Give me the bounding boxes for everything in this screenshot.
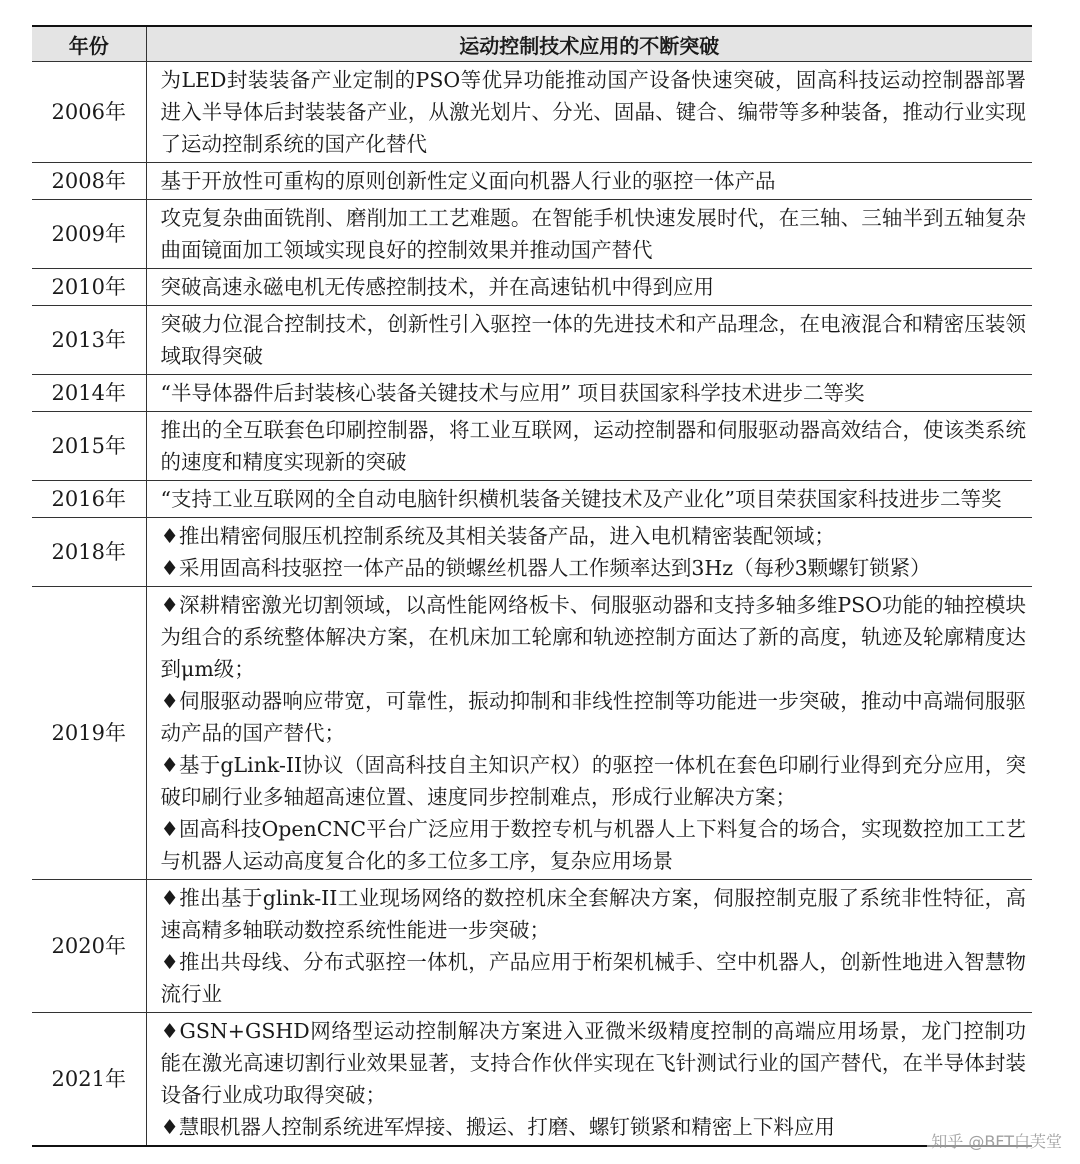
bullet-item: ♦推出共母线、分布式驱控一体机，产品应用于桁架机械手、空中机器人，创新性地进入智慧物流行业 [160, 950, 1026, 1006]
bullet-item: ♦伺服驱动器响应带宽，可靠性，振动抑制和非线性控制等功能进一步突破，推动中高端伺服驱动产品的国产替代； [160, 689, 1026, 745]
table-row [32, 587, 1032, 880]
year-cell: 2015年 [32, 412, 146, 481]
bullet-item: ♦采用固高科技驱控一体产品的锁螺丝机器人工作频率达到3Hz（每秒3颗螺钉锁紧） [160, 556, 931, 580]
table-row [32, 1013, 1032, 1147]
table-row [32, 269, 1032, 306]
description-text: 推出的全互联套色印刷控制器，将工业互联网，运动控制器和伺服驱动器高效结合，使该类系统的速度和精度实现新的突破 [160, 418, 1026, 474]
description-cell [146, 412, 1032, 481]
milestone-table-container [32, 25, 1032, 1147]
table-row [32, 880, 1032, 1013]
table-row [32, 412, 1032, 481]
bullet-item: ♦深耕精密激光切割领域，以高性能网络板卡、伺服驱动器和支持多轴多维PSO功能的轴控模块为组合的系统整体解决方案，在机床加工轮廓和轨迹控制方面达了新的高度，轨迹及轮廓精度达到μm级； [160, 593, 1026, 681]
description-text: 攻克复杂曲面铣削、磨削加工工艺难题。在智能手机快速发展时代，在三轴、三轴半到五轴复杂曲面镜面加工领域实现良好的控制效果并推动国产替代 [160, 206, 1026, 262]
bullet-item: ♦推出精密伺服压机控制系统及其相关装备产品，进入电机精密装配领域； [160, 524, 835, 548]
bullet-item: ♦慧眼机器人控制系统进军焊接、搬运、打磨、螺钉锁紧和精密上下料应用 [160, 1115, 835, 1139]
year-cell: 2020年 [32, 880, 146, 1013]
breakthrough-column-header: 运动控制技术应用的不断突破 [146, 26, 1032, 62]
table-header-row [32, 26, 1032, 62]
year-cell: 2008年 [32, 163, 146, 200]
year-cell: 2006年 [32, 62, 146, 163]
table-row [32, 200, 1032, 269]
description-cell [146, 200, 1032, 269]
description-text: “支持工业互联网的全自动电脑针织横机装备关键技术及产业化”项目荣获国家科技进步二等奖 [160, 487, 1002, 511]
table-row [32, 163, 1032, 200]
description-cell [146, 269, 1032, 306]
description-cell [146, 375, 1032, 412]
table-row [32, 481, 1032, 518]
description-text: 突破力位混合控制技术，创新性引入驱控一体的先进技术和产品理念，在电液混合和精密压装领域取得突破 [160, 312, 1026, 368]
year-cell: 2014年 [32, 375, 146, 412]
description-text: 突破高速永磁电机无传感控制技术，并在高速钻机中得到应用 [160, 275, 714, 299]
year-cell: 2016年 [32, 481, 146, 518]
description-cell [146, 880, 1032, 1013]
year-cell: 2010年 [32, 269, 146, 306]
description-cell [146, 62, 1032, 163]
bullet-item: ♦推出基于glink-II工业现场网络的数控机床全套解决方案，伺服控制克服了系统非性特征，高速高精多轴联动数控系统性能进一步突破； [160, 886, 1026, 942]
year-cell: 2021年 [32, 1013, 146, 1147]
table-row [32, 375, 1032, 412]
description-cell [146, 587, 1032, 880]
description-text: 基于开放性可重构的原则创新性定义面向机器人行业的驱控一体产品 [160, 169, 776, 193]
table-row [32, 518, 1032, 587]
table-row [32, 62, 1032, 163]
bullet-item: ♦GSN+GSHD网络型运动控制解决方案进入亚微米级精度控制的高端应用场景，龙门控制功能在激光高速切割行业效果显著，支持合作伙伴实现在飞针测试行业的国产替代，在半导体封装设备行业成功取得突破； [160, 1019, 1026, 1107]
table-row [32, 306, 1032, 375]
year-column-header: 年份 [32, 26, 146, 62]
bullet-item: ♦基于gLink-II协议（固高科技自主知识产权）的驱控一体机在套色印刷行业得到充分应用，突破印刷行业多轴超高速位置、速度同步控制难点，形成行业解决方案； [160, 753, 1026, 809]
description-cell [146, 481, 1032, 518]
description-cell [146, 518, 1032, 587]
description-text: 为LED封装装备产业定制的PSO等优异功能推动国产设备快速突破，固高科技运动控制器部署进入半导体后封装装备产业，从激光划片、分光、固晶、键合、编带等多种装备，推动行业实现了运动控制系统的国产化替代 [160, 68, 1026, 156]
milestone-table [32, 25, 1032, 1147]
year-cell: 2018年 [32, 518, 146, 587]
bullet-item: ♦固高科技OpenCNC平台广泛应用于数控专机与机器人上下料复合的场合，实现数控加工工艺与机器人运动高度复合化的多工位多工序，复杂应用场景 [160, 817, 1026, 873]
source-watermark: 知乎 @BFT白芙堂 [927, 1127, 1066, 1154]
description-text: “半导体器件后封装核心装备关键技术与应用” 项目获国家科学技术进步二等奖 [160, 381, 865, 405]
year-cell: 2009年 [32, 200, 146, 269]
description-cell [146, 1013, 1032, 1147]
year-cell: 2013年 [32, 306, 146, 375]
description-cell [146, 163, 1032, 200]
description-cell [146, 306, 1032, 375]
year-cell: 2019年 [32, 587, 146, 880]
